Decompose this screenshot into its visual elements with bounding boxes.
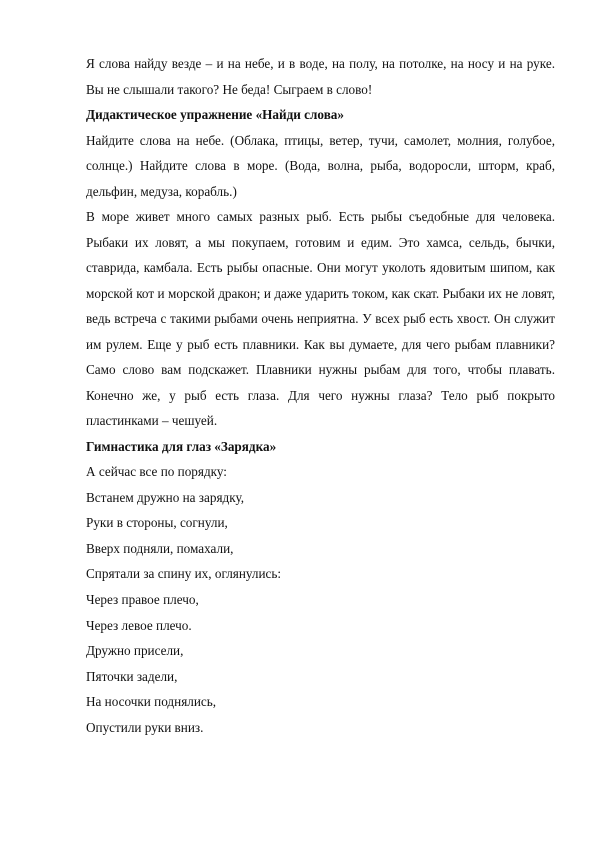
poem-line: Спрятали за спину их, оглянулись: [86,566,282,582]
poem-line: Дружно присели, [86,643,184,659]
exercise-heading: Дидактическое упражнение «Найди слова» [86,107,344,122]
poem-line: Вверх подняли, помахали, [86,540,234,556]
poem-line: Встанем дружно на зарядку, [86,489,245,505]
intro-paragraph: Я слова найду везде – и на небе, и в воде, на полу, на потолке, на носу и на руке. Вы не слышали такого? Не беда! Сыграем в слово! [86,56,555,97]
poem-line: Руки в стороны, согнули, [86,515,228,531]
story-paragraph: В море живет много самых разных рыб. Есть рыбы съедобные для человека. Рыбаки их ловят, а мы покупаем, готовим и едим. Это хамса, сельдь, бычки, ставрида, камбала. Есть рыбы опасные. Они могут уколоть ядовитым шипом, как морской кот и морской дракон; и даже ударить током, как скат. Рыбаки их не ловят, ведь встреча с такими рыбами очень неприятна. У всех рыб есть хвост. Он служит им рулем. Еще у рыб есть плавники. Как вы думаете, для чего рыбам плавники? Само слово вам подскажет. Плавники нужны рыбам для того, чтобы плавать. Конечно же, у рыб есть глаза. Для чего нужны глаза? Тело рыб покрыто пластинками – чешуей. [86,209,555,428]
poem [86,459,555,741]
exercise-paragraph: Найдите слова на небе. (Облака, птицы, ветер, тучи, самолет, молния, голубое, солнце.) Найдите слова в море. (Вода, волна, рыба, водоросли, шторм, краб, дельфин, медуза, корабль.) [86,132,555,199]
poem-line: Через правое плечо, [86,591,199,607]
gymnastics-heading: Гимнастика для глаз «Зарядка» [86,438,277,454]
poem-line: На носочки поднялись, [86,694,217,710]
poem-line: Опустили руки вниз. [86,719,204,735]
poem-line: А сейчас все по порядку: [86,464,227,479]
poem-line: Через левое плечо. [86,617,192,633]
document-page [86,51,555,741]
poem-line: Пяточки задели, [86,668,178,684]
